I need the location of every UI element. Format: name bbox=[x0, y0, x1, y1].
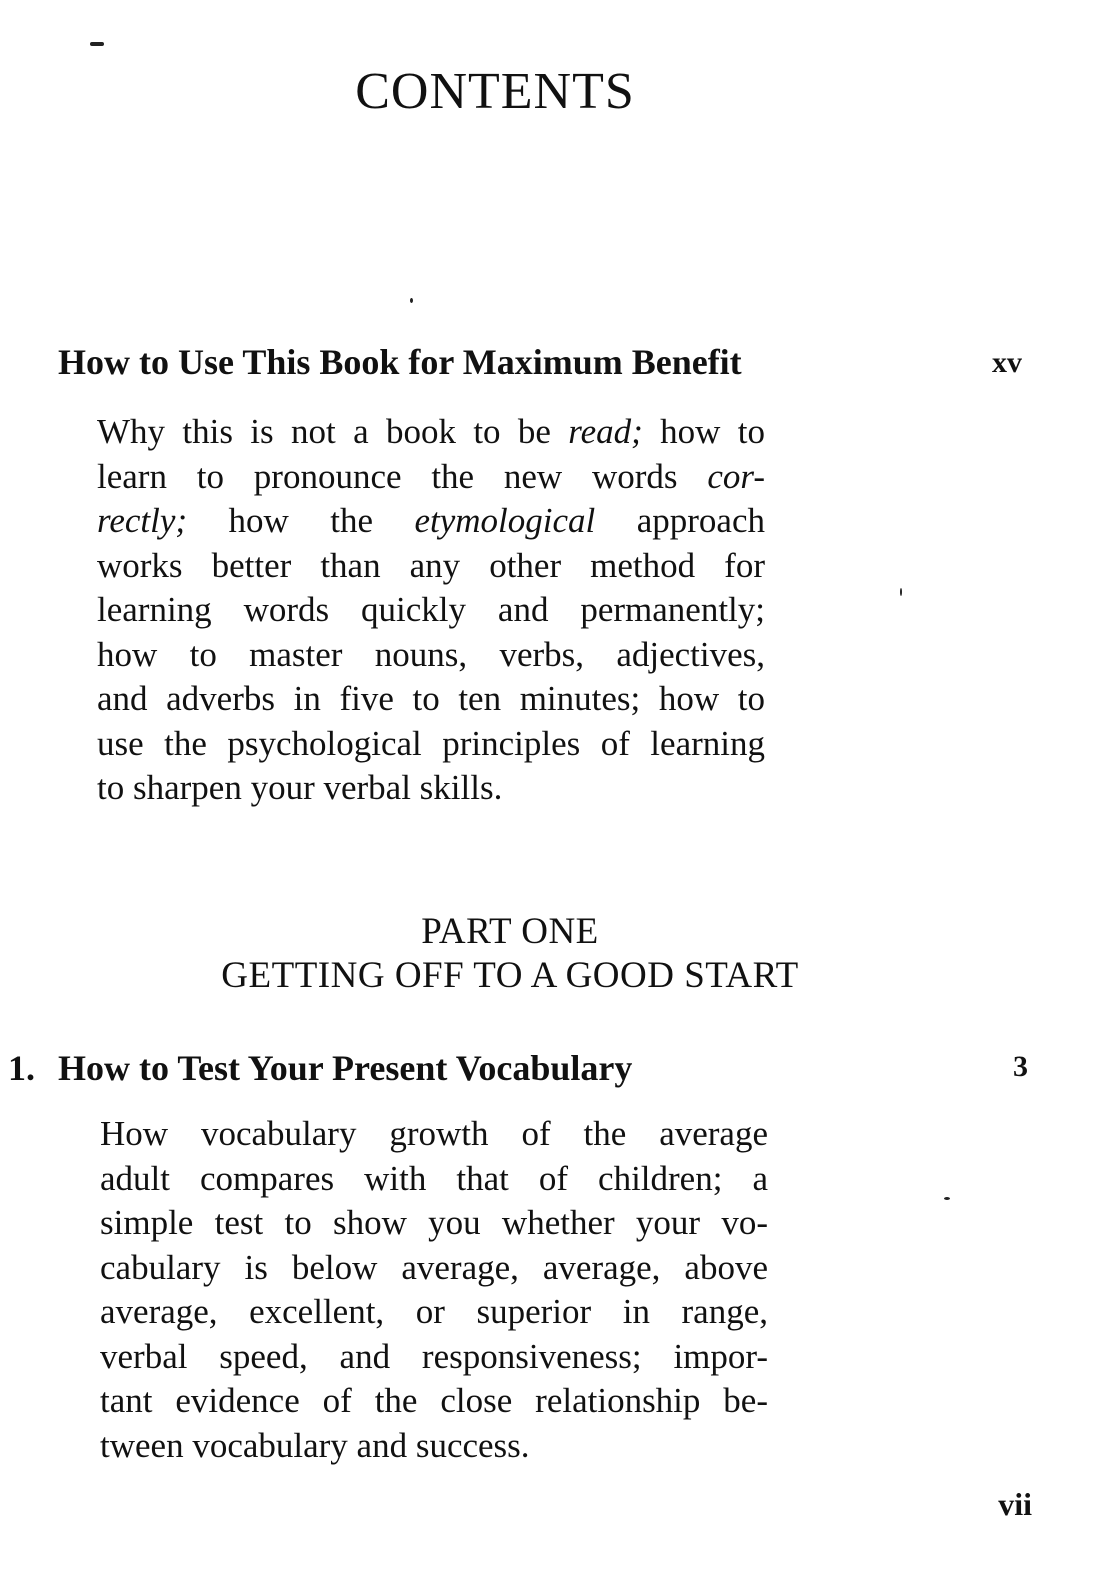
chapter1-line bbox=[100, 1335, 768, 1380]
intro-line bbox=[97, 677, 765, 722]
intro-line bbox=[97, 499, 765, 544]
intro-line bbox=[97, 544, 765, 589]
intro-text: works better than any other method for bbox=[97, 545, 765, 585]
intro-line bbox=[97, 455, 765, 500]
intro-line bbox=[97, 588, 765, 633]
intro-description bbox=[97, 410, 765, 811]
chapter1-line bbox=[100, 1246, 768, 1291]
intro-text: and adverbs in five to ten minutes; how to bbox=[97, 679, 765, 718]
intro-italic-text: rectly; bbox=[97, 501, 188, 540]
intro-heading: How to Use This Book for Maximum Benefit bbox=[58, 342, 742, 382]
print-speck bbox=[944, 1197, 950, 1200]
chapter1-text: simple test to show you whether your vo- bbox=[100, 1203, 768, 1242]
chapter1-text: verbal speed, and responsiveness; impor- bbox=[100, 1336, 768, 1376]
print-speck bbox=[90, 42, 104, 46]
part-heading bbox=[0, 910, 1020, 998]
intro-text: approach bbox=[595, 501, 765, 540]
chapter1-text: cabulary is below average, average, above bbox=[100, 1247, 768, 1287]
chapter1-line bbox=[100, 1201, 768, 1246]
chapter1-line bbox=[100, 1424, 768, 1469]
chapter-page-number: 3 bbox=[1013, 1050, 1028, 1083]
chapter1-line bbox=[100, 1112, 768, 1157]
intro-text: to sharpen your verbal skills. bbox=[97, 768, 503, 807]
intro-page-number: xv bbox=[992, 346, 1022, 379]
chapter1-line bbox=[100, 1379, 768, 1424]
chapter1-line bbox=[100, 1157, 768, 1202]
print-speck bbox=[410, 298, 413, 303]
intro-text: how to master nouns, verbs, adjectives, bbox=[97, 634, 765, 674]
intro-text: how the bbox=[187, 501, 415, 540]
part-title: GETTING OFF TO A GOOD START bbox=[221, 955, 799, 996]
intro-text: use the psychological principles of learning bbox=[97, 723, 765, 763]
intro-line bbox=[97, 633, 765, 678]
intro-line bbox=[97, 766, 765, 811]
folio-page-number: vii bbox=[998, 1486, 1032, 1522]
intro-text: learning words quickly and permanently; bbox=[97, 590, 765, 629]
intro-line bbox=[97, 722, 765, 767]
intro-text: how to bbox=[642, 412, 765, 451]
intro-text: learn to pronounce the new words bbox=[97, 456, 708, 496]
chapter1-line bbox=[100, 1290, 768, 1335]
chapter1-text: adult compares with that of children; a bbox=[100, 1158, 768, 1198]
print-speck bbox=[900, 588, 902, 596]
chapter1-text: average, excellent, or superior in range, bbox=[100, 1292, 768, 1331]
chapter-heading: How to Test Your Present Vocabulary bbox=[58, 1048, 633, 1088]
chapter1-text: How vocabulary growth of the average bbox=[100, 1114, 768, 1153]
intro-italic-text: cor- bbox=[707, 456, 765, 496]
intro-italic-text: etymological bbox=[414, 501, 596, 540]
intro-line bbox=[97, 410, 765, 455]
chapter1-text: tween vocabulary and success. bbox=[100, 1425, 530, 1465]
part-label: PART ONE bbox=[421, 911, 599, 952]
chapter1-text: tant evidence of the close relationship be- bbox=[100, 1381, 768, 1420]
page-title: CONTENTS bbox=[355, 63, 635, 120]
intro-italic-text: read; bbox=[568, 412, 643, 451]
chapter-number: 1. bbox=[8, 1048, 35, 1088]
intro-text: Why this is not a book to be bbox=[97, 412, 569, 451]
chapter-description bbox=[100, 1112, 768, 1468]
